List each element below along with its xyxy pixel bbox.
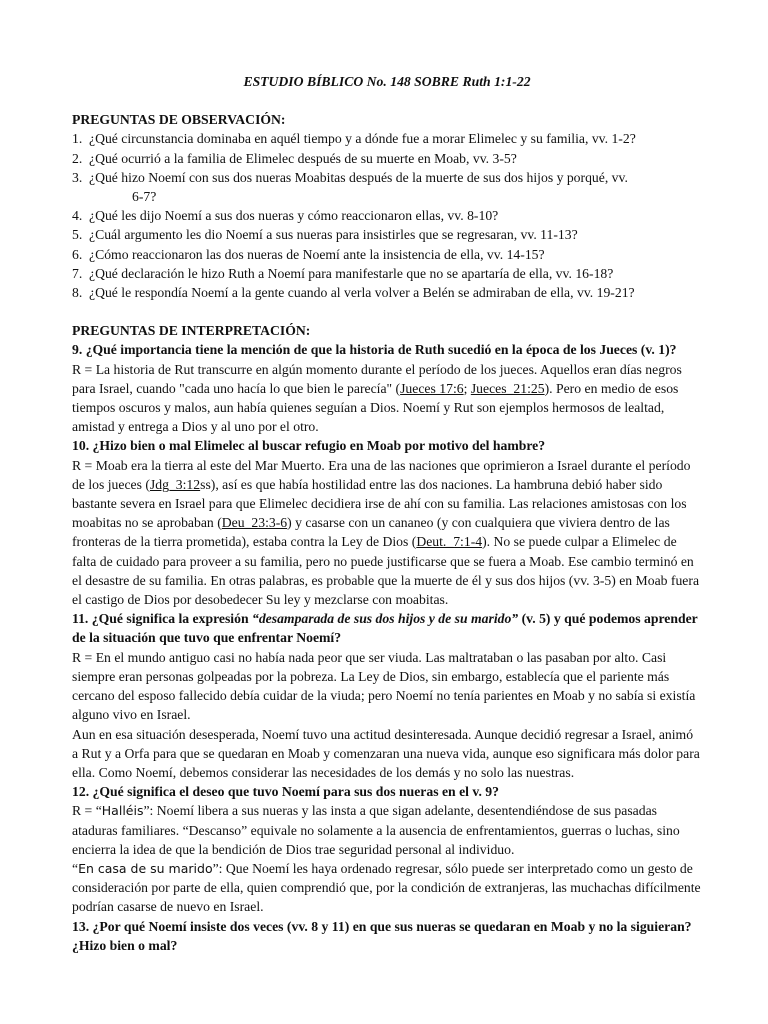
item-text-continuation: 6-7? <box>132 189 157 205</box>
item-number: 7. <box>72 265 83 281</box>
observation-item <box>72 206 702 225</box>
answer-text: “ <box>72 860 79 876</box>
item-text: ¿Cómo reaccionaron las dos nueras de Noemí ante la insistencia de ella, vv. 14-15? <box>89 246 545 262</box>
answer-9 <box>72 360 702 437</box>
answer-text: ). Pero en medio de esos tiempos oscuros y malos, aun había quienes seguían a Dios. Noemí y Rut son ejemplos hermosos de lealtad, amistad y entrega a Dios y al uno por el otro. <box>72 380 679 435</box>
answer-text: ). No se puede culpar a Elimelec de falta de cuidado para proveer a su familia, pero no puede justificarse que se fuera a Moab. Ese cambio terminó en el desastre de su familia. En otras palabras, es probable que la muerte de él y sus dos hijos (vv. 3-5) en Moab fuera el castigo de Dios por desobedecer Su ley y mezclarse con moabitas. <box>72 534 700 608</box>
observation-item <box>72 283 702 302</box>
section-spacer <box>72 302 702 321</box>
question-9: 9. ¿Qué importancia tiene la mención de que la historia de Ruth sucedió en la época de los Jueces (v. 1)? <box>72 342 677 358</box>
answer-12 <box>72 801 702 859</box>
item-number: 8. <box>72 285 83 301</box>
observation-heading: PREGUNTAS DE OBSERVACIÓN: <box>72 112 286 128</box>
answer-text: R = “ <box>72 803 102 819</box>
answer-11-continued: Aun en esa situación desesperada, Noemí tuvo una actitud desinteresada. Aunque decidió regresar a Israel, animó a Rut y a Orfa para que se quedaran en Moab y comenzaran una nueva vida, aunque eso significara más dolor para ella. Como Noemí, debemos considerar las necesidades de los demás y no solo las nuestras. <box>72 726 700 780</box>
question-text: (v. 5) y qué podemos aprender de la situación que tuvo que enfrentar Noemí? <box>72 611 698 646</box>
observation-item <box>72 245 702 264</box>
bible-reference-link[interactable]: Jdg_3:12 <box>149 476 201 492</box>
item-number: 5. <box>72 227 83 243</box>
bible-reference-link[interactable]: Jueces_21:25 <box>470 380 545 396</box>
answer-11: R = En el mundo antiguo casi no había nada peor que ser viuda. Las maltrataban o las pasaban por alto. Casi siempre eran personas golpeadas por la pobreza. La Ley de Dios, sin embargo, establecía que el pariente más cercano del esposo fallecido debía cuidar de la viuda; pero Noemí no tenía parientes en Moab y no sabía si existía alguno vivo en Israel. <box>72 649 696 723</box>
answer-10 <box>72 456 702 610</box>
quoted-word: Halléis <box>101 803 144 819</box>
item-number: 2. <box>72 150 83 166</box>
item-text: ¿Qué le respondía Noemí a la gente cuando al verla volver a Belén se admiraban de ella, vv. 19-21? <box>89 285 635 301</box>
document-title: ESTUDIO BÍBLICO No. 148 SOBRE Ruth 1:1-22 <box>243 74 531 89</box>
observation-item <box>72 264 702 283</box>
item-number: 1. <box>72 131 83 147</box>
quoted-expression: “desamparada de sus dos hijos y de su marido” <box>251 611 519 627</box>
bible-reference-link[interactable]: Jueces 17:6 <box>400 380 464 396</box>
item-text: ¿Qué circunstancia dominaba en aquél tiempo y a dónde fue a morar Elimelec y su familia, vv. 1-2? <box>89 131 636 147</box>
item-text: ¿Qué les dijo Noemí a sus dos nueras y cómo reaccionaron ellas, vv. 8-10? <box>89 208 499 224</box>
item-number: 3. <box>72 169 83 185</box>
answer-text: ss), así es que había hostilidad entre las dos naciones. La hambruna debió haber sido bastante severa en Israel para que Elimelec decidiera irse de ahí con su familia. Las relaciones amistosas con los moabitas no se aprobaban ( <box>72 476 687 531</box>
answer-text: ”: Que Noemí les haya ordenado regresar, sólo puede ser interpretado como un gesto de consideración por parte de ella, quien comprendió que, por la condición de extranjeras, las muchachas difícilmente podrían casarse de nuevo en Israel. <box>72 860 701 915</box>
observation-list <box>72 129 702 302</box>
item-text: ¿Cuál argumento les dio Noemí a sus nueras para insistirles que se regresaran, vv. 11-13? <box>89 227 578 243</box>
question-10: 10. ¿Hizo bien o mal Elimelec al buscar refugio en Moab por motivo del hambre? <box>72 438 546 454</box>
item-text: ¿Qué declaración le hizo Ruth a Noemí para manifestarle que no se apartaría de ella, vv. 16-18? <box>89 265 614 281</box>
item-number: 4. <box>72 208 83 224</box>
answer-text: ”: Noemí libera a sus nueras y las insta a que sigan adelante, desentendiéndose de sus pasadas ataduras familiares. “Descanso” equivale no solamente a la ausencia de enfrentamientos, guerras o luchas, sino encierra la idea de que la bendición de Dios trae seguridad personal al individuo. <box>72 803 680 857</box>
interpretation-heading: PREGUNTAS DE INTERPRETACIÓN: <box>72 323 311 339</box>
observation-item <box>72 225 702 244</box>
answer-12-continued <box>72 859 702 917</box>
question-text: 11. ¿Qué significa la expresión <box>72 611 252 627</box>
question-11 <box>72 609 702 647</box>
item-number: 6. <box>72 246 83 262</box>
bible-reference-link[interactable]: Deut._7:1-4 <box>416 534 483 550</box>
answer-text: R = La historia de Rut transcurre en algún momento durante el período de los jueces. Aquellos eran días negros para Israel, cuando "cada uno hacía lo que bien le parecía" ( <box>72 361 682 396</box>
item-text: ¿Qué ocurrió a la familia de Elimelec después de su muerte en Moab, vv. 3-5? <box>89 150 517 166</box>
observation-item <box>72 168 702 206</box>
observation-item <box>72 129 702 148</box>
quoted-phrase: En casa de su marido <box>78 860 213 876</box>
observation-item <box>72 149 702 168</box>
question-12: 12. ¿Qué significa el deseo que tuvo Noemí para sus dos nueras en el v. 9? <box>72 784 499 800</box>
item-text: ¿Qué hizo Noemí con sus dos nueras Moabitas después de la muerte de sus dos hijos y porqué, vv. <box>89 169 628 185</box>
answer-text: ) y casarse con un cananeo (y con cualquiera que viviera dentro de las fronteras de la tierra prometida), estaba contra la Ley de Dios ( <box>72 515 670 550</box>
bible-reference-link[interactable]: Deu_23:3-6 <box>221 515 288 531</box>
question-13: 13. ¿Por qué Noemí insiste dos veces (vv. 8 y 11) en que sus nueras se quedaran en Moab y no la siguieran? ¿Hizo bien o mal? <box>72 918 692 953</box>
answer-text: R = Moab era la tierra al este del Mar Muerto. Era una de las naciones que oprimieron a Israel durante el período de los jueces ( <box>72 457 691 492</box>
answer-text: ; <box>463 380 471 396</box>
